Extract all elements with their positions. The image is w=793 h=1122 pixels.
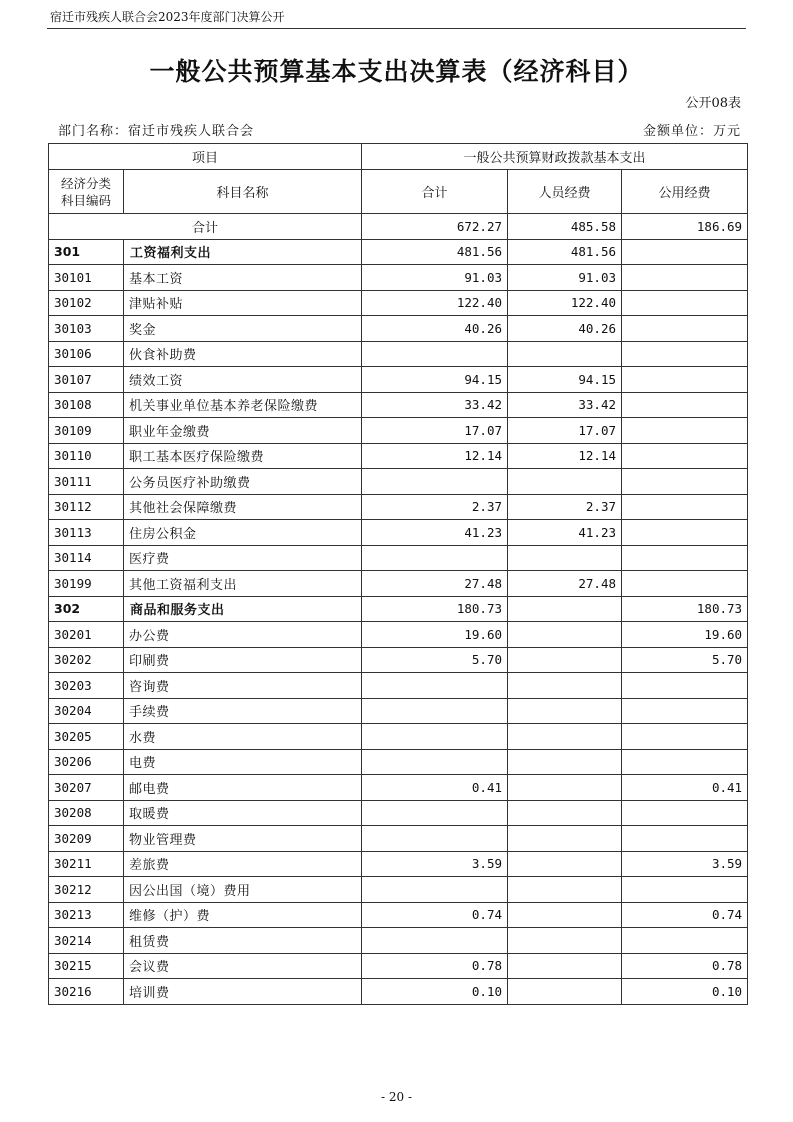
row-code: 30110 <box>49 443 124 469</box>
row-total: 122.40 <box>362 290 508 316</box>
row-total: 12.14 <box>362 443 508 469</box>
header-budget-group: 一般公共预算财政拨款基本支出 <box>362 144 748 170</box>
row-total: 481.56 <box>362 239 508 265</box>
row-name: 水费 <box>124 724 362 750</box>
row-public: 0.74 <box>622 902 748 928</box>
row-name: 工资福利支出 <box>124 239 362 265</box>
header-project: 项目 <box>49 144 362 170</box>
row-code: 30205 <box>49 724 124 750</box>
table-row <box>49 265 748 291</box>
row-personnel <box>508 622 622 648</box>
department-name: 部门名称：宿迁市残疾人联合会 <box>58 124 255 139</box>
table-row <box>49 775 748 801</box>
row-public <box>622 877 748 903</box>
row-code: 30101 <box>49 265 124 291</box>
category-row <box>49 239 748 265</box>
row-total <box>362 800 508 826</box>
row-personnel <box>508 469 622 495</box>
row-public <box>622 341 748 367</box>
expenditure-table <box>48 143 748 1005</box>
row-public <box>622 392 748 418</box>
row-public <box>622 698 748 724</box>
row-personnel <box>508 673 622 699</box>
row-total: 94.15 <box>362 367 508 393</box>
row-name: 医疗费 <box>124 545 362 571</box>
row-code: 30107 <box>49 367 124 393</box>
row-public <box>622 520 748 546</box>
table-header-row-1 <box>49 144 748 170</box>
header-code-line1: 经济分类 <box>60 175 111 191</box>
category-row <box>49 596 748 622</box>
total-public: 186.69 <box>622 214 748 240</box>
row-name: 津贴补贴 <box>124 290 362 316</box>
row-personnel <box>508 928 622 954</box>
row-name: 职业年金缴费 <box>124 418 362 444</box>
row-name: 职工基本医疗保险缴费 <box>124 443 362 469</box>
row-total: 0.10 <box>362 979 508 1005</box>
row-personnel: 33.42 <box>508 392 622 418</box>
row-name: 因公出国（境）费用 <box>124 877 362 903</box>
row-name: 电费 <box>124 749 362 775</box>
row-total: 91.03 <box>362 265 508 291</box>
table-header-row-2 <box>49 170 748 214</box>
row-public <box>622 749 748 775</box>
row-public <box>622 545 748 571</box>
row-personnel <box>508 826 622 852</box>
row-public: 0.10 <box>622 979 748 1005</box>
row-total <box>362 877 508 903</box>
row-name: 印刷费 <box>124 647 362 673</box>
row-code: 30203 <box>49 673 124 699</box>
table-row <box>49 877 748 903</box>
row-name: 伙食补助费 <box>124 341 362 367</box>
row-personnel <box>508 800 622 826</box>
row-name: 机关事业单位基本养老保险缴费 <box>124 392 362 418</box>
row-public <box>622 673 748 699</box>
row-name: 奖金 <box>124 316 362 342</box>
table-row <box>49 520 748 546</box>
row-code: 30204 <box>49 698 124 724</box>
row-personnel <box>508 979 622 1005</box>
header-code <box>49 170 124 214</box>
row-public: 19.60 <box>622 622 748 648</box>
row-total: 17.07 <box>362 418 508 444</box>
row-code: 30109 <box>49 418 124 444</box>
row-personnel <box>508 698 622 724</box>
row-name: 租赁费 <box>124 928 362 954</box>
header-code-line2: 科目编码 <box>60 192 111 208</box>
row-code: 30211 <box>49 851 124 877</box>
row-public <box>622 316 748 342</box>
row-total: 40.26 <box>362 316 508 342</box>
row-public: 180.73 <box>622 596 748 622</box>
row-name: 取暖费 <box>124 800 362 826</box>
row-public <box>622 724 748 750</box>
header-personnel: 人员经费 <box>508 170 622 214</box>
row-name: 物业管理费 <box>124 826 362 852</box>
row-code: 302 <box>49 596 124 622</box>
row-personnel: 91.03 <box>508 265 622 291</box>
row-personnel <box>508 851 622 877</box>
row-public <box>622 239 748 265</box>
table-row <box>49 979 748 1005</box>
row-total <box>362 673 508 699</box>
row-total: 2.37 <box>362 494 508 520</box>
row-personnel: 41.23 <box>508 520 622 546</box>
row-name: 差旅费 <box>124 851 362 877</box>
row-code: 30199 <box>49 571 124 597</box>
row-code: 30102 <box>49 290 124 316</box>
row-personnel: 12.14 <box>508 443 622 469</box>
row-personnel <box>508 877 622 903</box>
row-public <box>622 367 748 393</box>
row-name: 商品和服务支出 <box>124 596 362 622</box>
row-personnel: 122.40 <box>508 290 622 316</box>
row-code: 30208 <box>49 800 124 826</box>
row-code: 30206 <box>49 749 124 775</box>
row-public <box>622 443 748 469</box>
row-personnel <box>508 341 622 367</box>
row-name: 会议费 <box>124 953 362 979</box>
page-number: - 20 - <box>380 1090 412 1104</box>
row-public <box>622 290 748 316</box>
row-total: 3.59 <box>362 851 508 877</box>
amount-unit: 金额单位：万元 <box>642 124 741 139</box>
total-personnel: 485.58 <box>508 214 622 240</box>
row-name: 公务员医疗补助缴费 <box>124 469 362 495</box>
row-public <box>622 826 748 852</box>
row-total: 180.73 <box>362 596 508 622</box>
row-total <box>362 724 508 750</box>
row-personnel <box>508 724 622 750</box>
table-row <box>49 545 748 571</box>
row-name: 其他社会保障缴费 <box>124 494 362 520</box>
row-public <box>622 265 748 291</box>
row-public: 5.70 <box>622 647 748 673</box>
row-personnel: 27.48 <box>508 571 622 597</box>
row-total: 19.60 <box>362 622 508 648</box>
row-public <box>622 494 748 520</box>
row-code: 30214 <box>49 928 124 954</box>
row-total: 0.74 <box>362 902 508 928</box>
table-row <box>49 800 748 826</box>
header-total: 合计 <box>362 170 508 214</box>
row-name: 绩效工资 <box>124 367 362 393</box>
row-code: 30103 <box>49 316 124 342</box>
table-row <box>49 290 748 316</box>
row-public: 0.78 <box>622 953 748 979</box>
row-personnel <box>508 749 622 775</box>
running-header: 宿迁市残疾人联合会2023年度部门决算公开 <box>50 10 285 24</box>
table-row <box>49 928 748 954</box>
table-row <box>49 724 748 750</box>
table-row <box>49 443 748 469</box>
row-code: 301 <box>49 239 124 265</box>
row-total: 27.48 <box>362 571 508 597</box>
row-public <box>622 469 748 495</box>
row-public <box>622 571 748 597</box>
row-code: 30207 <box>49 775 124 801</box>
table-row <box>49 392 748 418</box>
row-code: 30111 <box>49 469 124 495</box>
row-code: 30113 <box>49 520 124 546</box>
row-total: 0.78 <box>362 953 508 979</box>
table-row <box>49 469 748 495</box>
page-title: 一般公共预算基本支出决算表（经济科目） <box>149 57 644 86</box>
table-row <box>49 851 748 877</box>
row-code: 30106 <box>49 341 124 367</box>
row-personnel <box>508 953 622 979</box>
row-total <box>362 928 508 954</box>
row-name: 住房公积金 <box>124 520 362 546</box>
row-total: 0.41 <box>362 775 508 801</box>
row-code: 30202 <box>49 647 124 673</box>
row-public <box>622 418 748 444</box>
table-row <box>49 826 748 852</box>
row-personnel <box>508 545 622 571</box>
row-code: 30216 <box>49 979 124 1005</box>
row-total: 41.23 <box>362 520 508 546</box>
row-personnel: 40.26 <box>508 316 622 342</box>
row-name: 基本工资 <box>124 265 362 291</box>
total-row <box>49 214 748 240</box>
row-public <box>622 928 748 954</box>
header-public: 公用经费 <box>622 170 748 214</box>
table-row <box>49 494 748 520</box>
table-row <box>49 316 748 342</box>
table-row <box>49 367 748 393</box>
row-personnel: 17.07 <box>508 418 622 444</box>
table-row <box>49 953 748 979</box>
table-row <box>49 647 748 673</box>
total-label: 合计 <box>49 214 362 240</box>
row-total <box>362 749 508 775</box>
header-name: 科目名称 <box>124 170 362 214</box>
row-code: 30213 <box>49 902 124 928</box>
row-name: 邮电费 <box>124 775 362 801</box>
row-code: 30108 <box>49 392 124 418</box>
row-total <box>362 826 508 852</box>
row-name: 培训费 <box>124 979 362 1005</box>
row-public: 0.41 <box>622 775 748 801</box>
row-personnel: 481.56 <box>508 239 622 265</box>
row-total <box>362 469 508 495</box>
row-total <box>362 341 508 367</box>
row-name: 咨询费 <box>124 673 362 699</box>
row-code: 30215 <box>49 953 124 979</box>
total-amount: 672.27 <box>362 214 508 240</box>
table-row <box>49 673 748 699</box>
table-row <box>49 749 748 775</box>
row-total: 5.70 <box>362 647 508 673</box>
row-public: 3.59 <box>622 851 748 877</box>
row-code: 30112 <box>49 494 124 520</box>
row-personnel <box>508 902 622 928</box>
row-personnel: 94.15 <box>508 367 622 393</box>
row-personnel <box>508 775 622 801</box>
table-row <box>49 902 748 928</box>
row-total: 33.42 <box>362 392 508 418</box>
row-code: 30201 <box>49 622 124 648</box>
row-name: 维修（护）费 <box>124 902 362 928</box>
row-personnel <box>508 596 622 622</box>
row-total <box>362 545 508 571</box>
row-name: 办公费 <box>124 622 362 648</box>
row-personnel: 2.37 <box>508 494 622 520</box>
row-personnel <box>508 647 622 673</box>
table-row <box>49 622 748 648</box>
row-code: 30209 <box>49 826 124 852</box>
table-row <box>49 418 748 444</box>
row-name: 手续费 <box>124 698 362 724</box>
row-code: 30212 <box>49 877 124 903</box>
table-row <box>49 698 748 724</box>
row-name: 其他工资福利支出 <box>124 571 362 597</box>
row-total <box>362 698 508 724</box>
table-row <box>49 341 748 367</box>
row-code: 30114 <box>49 545 124 571</box>
row-public <box>622 800 748 826</box>
header-rule <box>47 28 746 29</box>
table-number: 公开08表 <box>685 96 741 111</box>
table-row <box>49 571 748 597</box>
